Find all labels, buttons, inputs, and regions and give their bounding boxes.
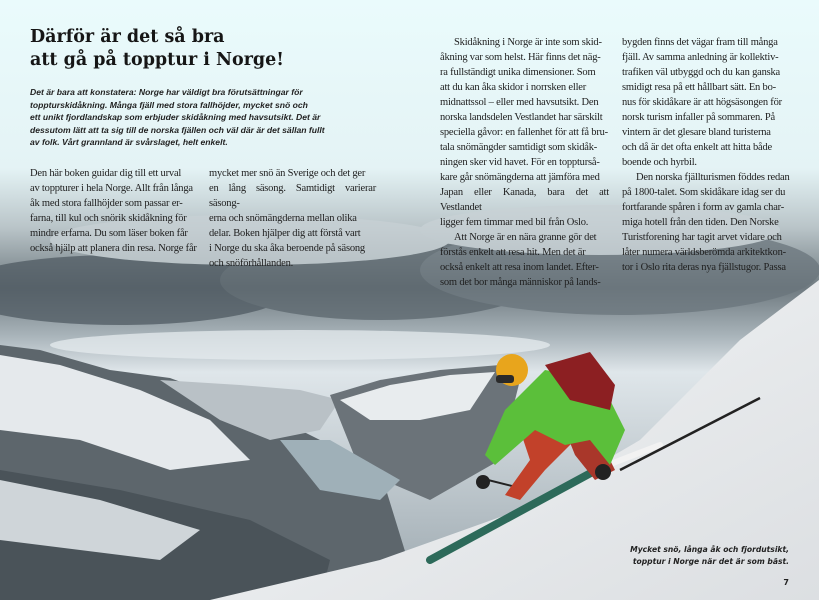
column-line: farna, till kul och snörik skidåkning för (30, 213, 187, 224)
column-line: i Norge du ska åka beroende på säsong (209, 243, 365, 254)
column-line: miga hotell från den tiden. Den Norske (622, 217, 779, 228)
column-line: fortfarande spåren i form av gamla char- (622, 202, 785, 213)
column-line: ra fullständigt unika dimensioner. Som (440, 67, 596, 78)
column-line: nus för skidåkare är att högsäsongen för (622, 97, 782, 108)
column-line: låter numera världsberömda arkitektkon- (622, 247, 786, 258)
column-line: som det bor många människor på lands- (440, 277, 601, 288)
page-number: 7 (783, 578, 789, 587)
intro-line: toppturskidåkning. Många fjäll med stora fallhöjder, mycket snö och (30, 99, 308, 110)
column-line: midnattssol – eller med havsutsikt. Den (440, 97, 599, 108)
column-line: Att Norge är en nära granne gör det (454, 232, 597, 243)
column-line: att du kan åka skidor i norrsken eller (440, 82, 587, 93)
column-line: norska landsdelen Vestlandet har särskilt (440, 112, 603, 123)
title-line: att gå på topptur i Norge! (30, 50, 284, 70)
column-line: fjäll. Av samma anledning är kollektiv- (622, 52, 779, 63)
column-line: och då är det ofta enkelt att hitta både (622, 142, 773, 153)
column-line: förstås enkelt att resa hit. Men det är (440, 247, 586, 258)
column-line: en lång säsong. Samtidigt varierar säsong- (209, 183, 376, 209)
intro-paragraph (30, 86, 430, 149)
body-column-2 (209, 166, 376, 271)
column-line: erna och snömängderna mellan olika (209, 213, 357, 224)
column-line: vintern är det glesare bland turisterna (622, 127, 771, 138)
column-line: delar. Boken hjälper dig att förstå vart (209, 228, 361, 239)
column-line: norsk turism infaller på sommaren. På (622, 112, 775, 123)
caption-line: Mycket snö, långa åk och fjordutsikt, (630, 545, 789, 554)
column-line: av toppturer i hela Norge. Allt från långa (30, 183, 193, 194)
column-line: på 1800-talet. Som skidåkare idag ser du (622, 187, 786, 198)
column-line: Turistforening har tagit arvet vidare och (622, 232, 782, 243)
title-line: Därför är det så bra (30, 27, 225, 47)
column-line: Den norska fjällturismen föddes redan (636, 172, 790, 183)
column-line: Den här boken guidar dig till ett urval (30, 168, 182, 179)
intro-line: Det är bara att konstatera: Norge har väldigt bra förutsättningar för (30, 87, 303, 97)
column-line: boende och hyrbil. (622, 157, 697, 168)
column-line: åkning var som helst. Här finns det näg- (440, 52, 601, 63)
intro-line: ett unikt fjordlandskap som erbjuder skidåkning med havsutsikt. Det är (30, 112, 321, 123)
body-column-3 (440, 35, 609, 290)
article-title (30, 26, 284, 72)
body-column-1 (30, 166, 198, 256)
column-line: bygden finns det vägar fram till många (622, 37, 778, 48)
column-line: åk med stora fallhöjder som passar er- (30, 198, 183, 209)
caption-line: topptur i Norge när det är som bäst. (632, 556, 789, 566)
column-line: ligger fem timmar med bil från Oslo. (440, 217, 589, 228)
column-line: tala snömängder samtidigt som skidåk- (440, 142, 598, 153)
column-line: Japan eller Kanada, bara det att Vestlandet (440, 187, 609, 213)
column-line: också hjälp att planera din resa. Norge får (30, 243, 197, 254)
body-column-4 (622, 35, 812, 275)
column-line: mycket mer snö än Sverige och det ger (209, 168, 366, 179)
column-line: tor i Oslo rita deras nya fjällstugor. Passa (622, 262, 786, 273)
column-line: smidigt resa på ett hållbart sätt. En bo- (622, 82, 776, 93)
intro-line: av folk. Vårt grannland är svårslaget, helt enkelt. (30, 137, 228, 148)
column-line: trafiken väl utbyggd och du kan ganska (622, 67, 781, 78)
column-line: kare går snömängderna att jämföra med (440, 172, 600, 183)
column-line: Skidåkning i Norge är inte som skid- (454, 37, 602, 48)
column-line: speciella gåvor: en fallenhet för att få bru- (440, 127, 608, 138)
column-line: och snöförhållanden. (209, 258, 294, 269)
intro-line: dessutom lätt att ta sig till de norska fjällen och väl där är det sällan fullt (30, 124, 325, 135)
column-line: mindre erfarna. Du som läser boken får (30, 228, 188, 239)
column-line: också enkelt att resa inom landet. Efter- (440, 262, 599, 273)
column-line: ningen sker vid havet. För en toppturså- (440, 157, 600, 168)
photo-caption (630, 544, 789, 567)
